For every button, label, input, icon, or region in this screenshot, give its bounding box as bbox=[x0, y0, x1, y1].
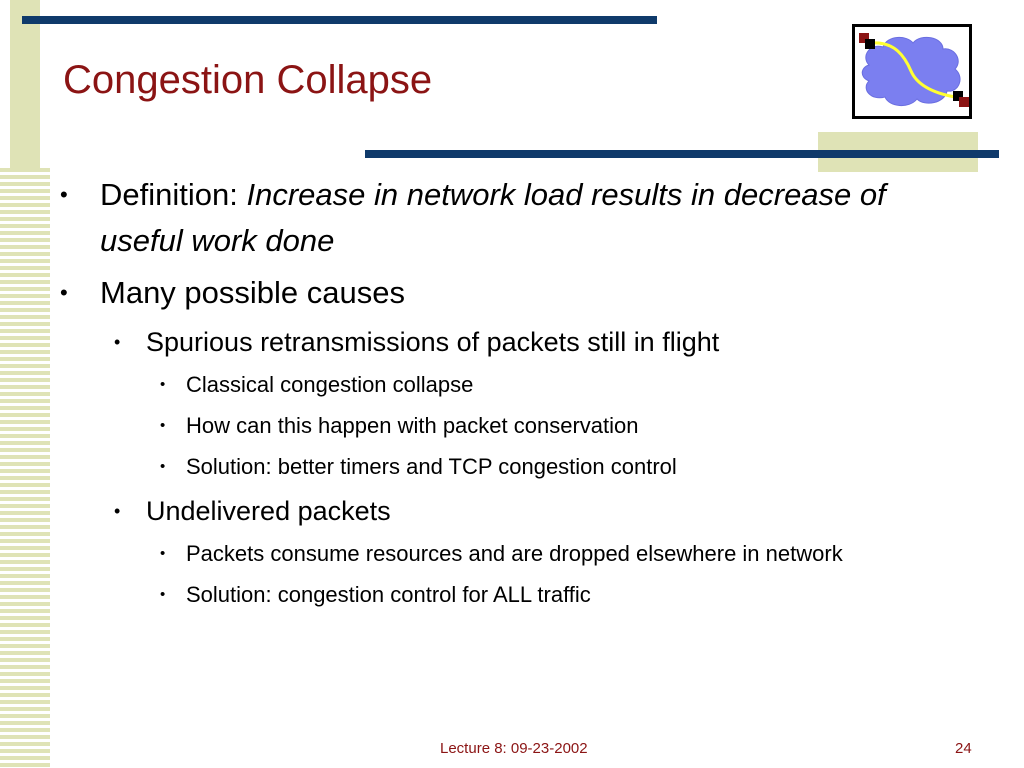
bullet-resources bbox=[160, 537, 960, 570]
bullet-classical bbox=[160, 368, 960, 401]
bullet-text: Spurious retransmissions of packets still in flight bbox=[146, 327, 720, 357]
left-block-decoration bbox=[0, 0, 50, 168]
bullet-dot: • bbox=[160, 417, 166, 434]
bullet-dot: • bbox=[160, 545, 166, 562]
bullet-all-traffic bbox=[160, 578, 960, 611]
top-rule bbox=[22, 16, 657, 24]
bullet-dot: • bbox=[60, 182, 68, 207]
footer-lecture: Lecture 8: 09-23-2002 bbox=[440, 740, 588, 757]
slide-body bbox=[60, 172, 960, 619]
bullet-conservation bbox=[160, 409, 960, 442]
bullet-definition bbox=[60, 172, 960, 264]
bullet-text: Undelivered packets bbox=[146, 496, 391, 526]
bullet-text: How can this happen with packet conservation bbox=[186, 413, 639, 438]
bullet-dot: • bbox=[160, 376, 166, 393]
bullet-text: Many possible causes bbox=[100, 275, 405, 310]
bullet-dot: • bbox=[114, 501, 121, 521]
mid-rule bbox=[365, 150, 999, 158]
bullet-text: Classical congestion collapse bbox=[186, 372, 474, 397]
network-cloud-icon bbox=[852, 24, 972, 119]
bullet-timers bbox=[160, 450, 960, 483]
slide-title: Congestion Collapse bbox=[63, 58, 433, 102]
bullet-text: Packets consume resources and are dropped elsewhere in network bbox=[186, 541, 843, 566]
bullet-text: Solution: better timers and TCP congestion control bbox=[186, 454, 677, 479]
bullet-dot: • bbox=[114, 332, 121, 352]
bullet-dot: • bbox=[60, 280, 68, 305]
definition-label: Definition: bbox=[100, 177, 247, 212]
bullet-causes bbox=[60, 270, 960, 316]
bullet-dot: • bbox=[160, 458, 166, 475]
definition-text: Increase in network load results in decrease of useful work done bbox=[100, 177, 886, 258]
bullet-dot: • bbox=[160, 586, 166, 603]
bullet-text: Solution: congestion control for ALL traffic bbox=[186, 582, 591, 607]
bullet-spurious bbox=[114, 322, 960, 362]
bullet-undelivered bbox=[114, 491, 960, 531]
page-number: 24 bbox=[955, 740, 972, 757]
